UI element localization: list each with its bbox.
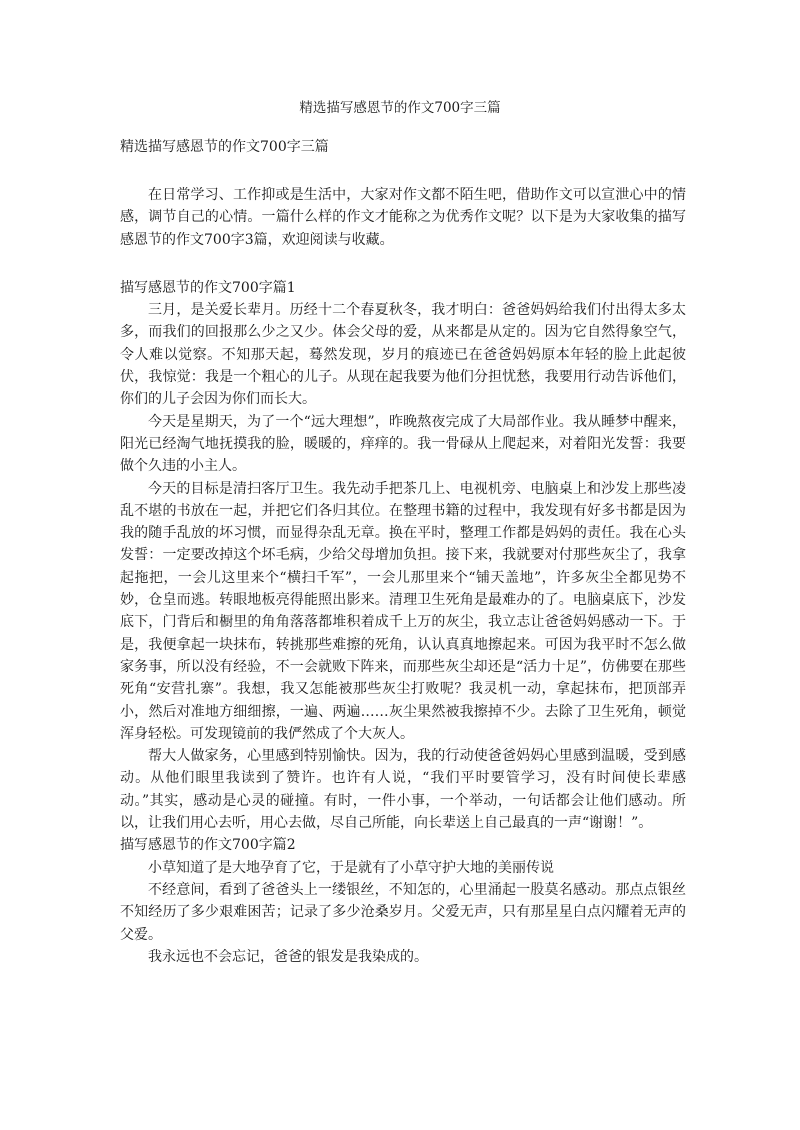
section-1-heading: 描写感恩节的作文700字篇1 [120,279,296,296]
section-2-paragraph: 不经意间，看到了爸爸头上一缕银丝，不知怎的，心里涌起一股莫名感动。那点点银丝不知经历了多少艰难困苦；记录了多少沧桑岁月。父爱无声，只有那星星白点闪耀着无声的父爱。 [120,881,686,943]
document-title: 精选描写感恩节的作文700字三篇 [299,100,501,116]
document-body [120,184,686,968]
section-1-paragraph: 帮大人做家务，心里感到特别愉快。因为，我的行动使爸爸妈妈心里感到温暖，受到感动。从他们眼里我读到了赞许。也许有人说，“我们平时要管学习，没有时间使长辈感动。”其实，感动是心灵的碰撞。有时，一件小事，一个举动，一句话都会让他们感动。所以，让我们用心去听，用心去做，尽自己所能，向长辈送上自己最真的一声“谢谢！”。 [120,748,686,832]
section-1-paragraph: 三月，是关爱长辈月。历经十二个春夏秋冬，我才明白：爸爸妈妈给我们付出得太多太多，而我们的回报那么少之又少。体会父母的爱，从来都是从定的。因为它自然得象空气，令人难以觉察。不知那天起，蓦然发现，岁月的痕迹已在爸爸妈妈原本年轻的脸上此起彼伏，我惊觉：我是一个粗心的儿子。从现在起我要为他们分担忧愁，我要用行动告诉他们，你们的儿子会因为你们而长大。 [120,302,686,408]
section-2-paragraph: 小草知道了是大地孕育了它，于是就有了小草守护大地的美丽传说 [148,859,554,876]
section-1 [120,277,686,834]
section-2-paragraph: 我永远也不会忘记，爸爸的银发是我染成的。 [148,948,428,965]
section-2-heading: 描写感恩节的作文700字篇2 [120,837,296,854]
document-subtitle: 精选描写感恩节的作文700字三篇 [120,139,329,155]
section-2 [120,834,686,968]
intro-paragraph: 在日常学习、工作抑或是生活中，大家对作文都不陌生吧，借助作文可以宣泄心中的情感，调节自己的心情。一篇什么样的作文才能称之为优秀作文呢？以下是为大家收集的描写感恩节的作文700字3篇，欢迎阅读与收藏。 [120,187,686,248]
section-1-paragraph: 今天是星期天，为了一个“远大理想”，昨晚熬夜完成了大局部作业。我从睡梦中醒来，阳光已经淘气地抚摸我的脸，暖暖的，痒痒的。我一骨碌从上爬起来，对着阳光发誓：我要做个久违的小主人。 [120,413,686,475]
section-1-paragraph: 今天的目标是清扫客厅卫生。我先动手把茶几上、电视机旁、电脑桌上和沙发上那些凌乱不堪的书放在一起，并把它们各归其位。在整理书籍的过程中，我发现有好多书都是因为我的随手乱放的坏习惯，而显得杂乱无章。换在平时，整理工作都是妈妈的责任。我在心头发誓：一定要改掉这个坏毛病，少给父母增加负担。接下来，我就要对付那些灰尘了，我拿起拖把，一会儿这里来个“横扫千军”，一会儿那里来个“铺天盖地”，许多灰尘全都见势不妙，仓皇而逃。转眼地板亮得能照出影来。清理卫生死角是最难办的了。电脑桌底下，沙发底下，门背后和橱里的角角落落都堆积着成千上万的灰尘，我立志让爸爸妈妈感动一下。于是，我便拿起一块抹布，转挑那些难擦的死角，认认真真地擦起来。可因为我平时不怎么做家务事，所以没有经验，不一会就败下阵来，而那些灰尘却还是“活力十足”，仿佛要在那些死角“安营扎寨”。我想，我又怎能被那些灰尘打败呢？我灵机一动，拿起抹布，把顶部弄小，然后对准地方细细擦，一遍、两遍……灰尘果然被我擦掉不少。去除了卫生死角，顿觉浑身轻松。可发现镜前的我俨然成了个大灰人。 [120,480,686,742]
